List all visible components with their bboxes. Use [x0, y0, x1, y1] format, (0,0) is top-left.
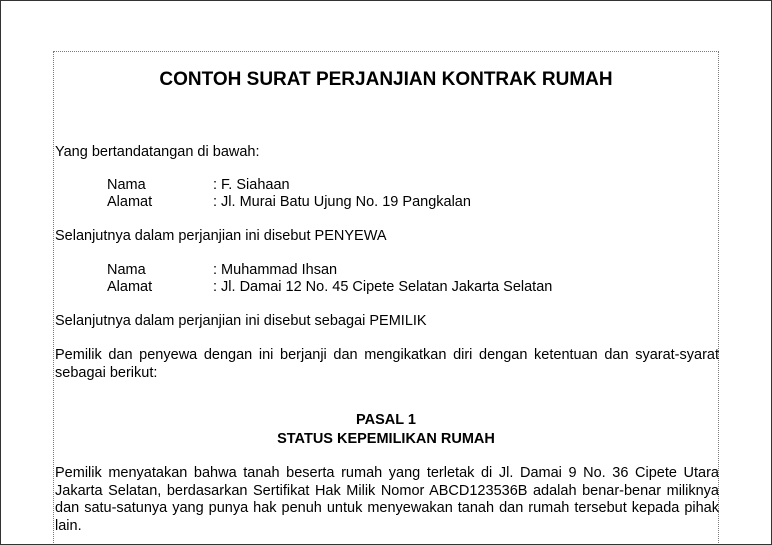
- party1-role-text: Selanjutnya dalam perjanjian ini disebut PENYEWA: [55, 228, 387, 244]
- document-title: CONTOH SURAT PERJANJIAN KONTRAK RUMAH: [159, 69, 613, 90]
- party2-role-text: Selanjutnya dalam perjanjian ini disebut sebagai PEMILIK: [55, 313, 427, 329]
- intro-text: Yang bertandatangan di bawah:: [55, 144, 260, 160]
- article-title: STATUS KEPEMILIKAN RUMAH: [277, 431, 495, 447]
- party2-address-label: Alamat: [107, 279, 153, 295]
- party2-name-value: : Muhammad Ihsan: [213, 262, 338, 278]
- article-number: PASAL 1: [356, 412, 416, 428]
- party1-name-value: : F. Siahaan: [213, 177, 290, 193]
- party2-address-value: : Jl. Damai 12 No. 45 Cipete Selatan Jakarta Selatan: [213, 279, 553, 295]
- party1-address-label: Alamat: [107, 194, 153, 210]
- agreement-paragraph: Pemilik dan penyewa dengan ini berjanji dan mengikatkan diri dengan ketentuan dan syarat-syarat sebagai berikut:: [55, 347, 719, 381]
- article-body-paragraph: Pemilik menyatakan bahwa tanah beserta rumah yang terletak di Jl. Damai 9 No. 36 Cipete Utara Jakarta Selatan, berdasarkan Sertifikat Hak Milik Nomor ABCD123536B adalah benar-benar miliknya dan satu-satunya yang punya hak penuh untuk menyewakan tanah dan rumah tersebut kepada pihak lain.: [55, 465, 719, 534]
- party1-name-label: Nama: [107, 177, 146, 193]
- party1-address-value: : Jl. Murai Batu Ujung No. 19 Pangkalan: [213, 194, 471, 210]
- party2-name-label: Nama: [107, 262, 146, 278]
